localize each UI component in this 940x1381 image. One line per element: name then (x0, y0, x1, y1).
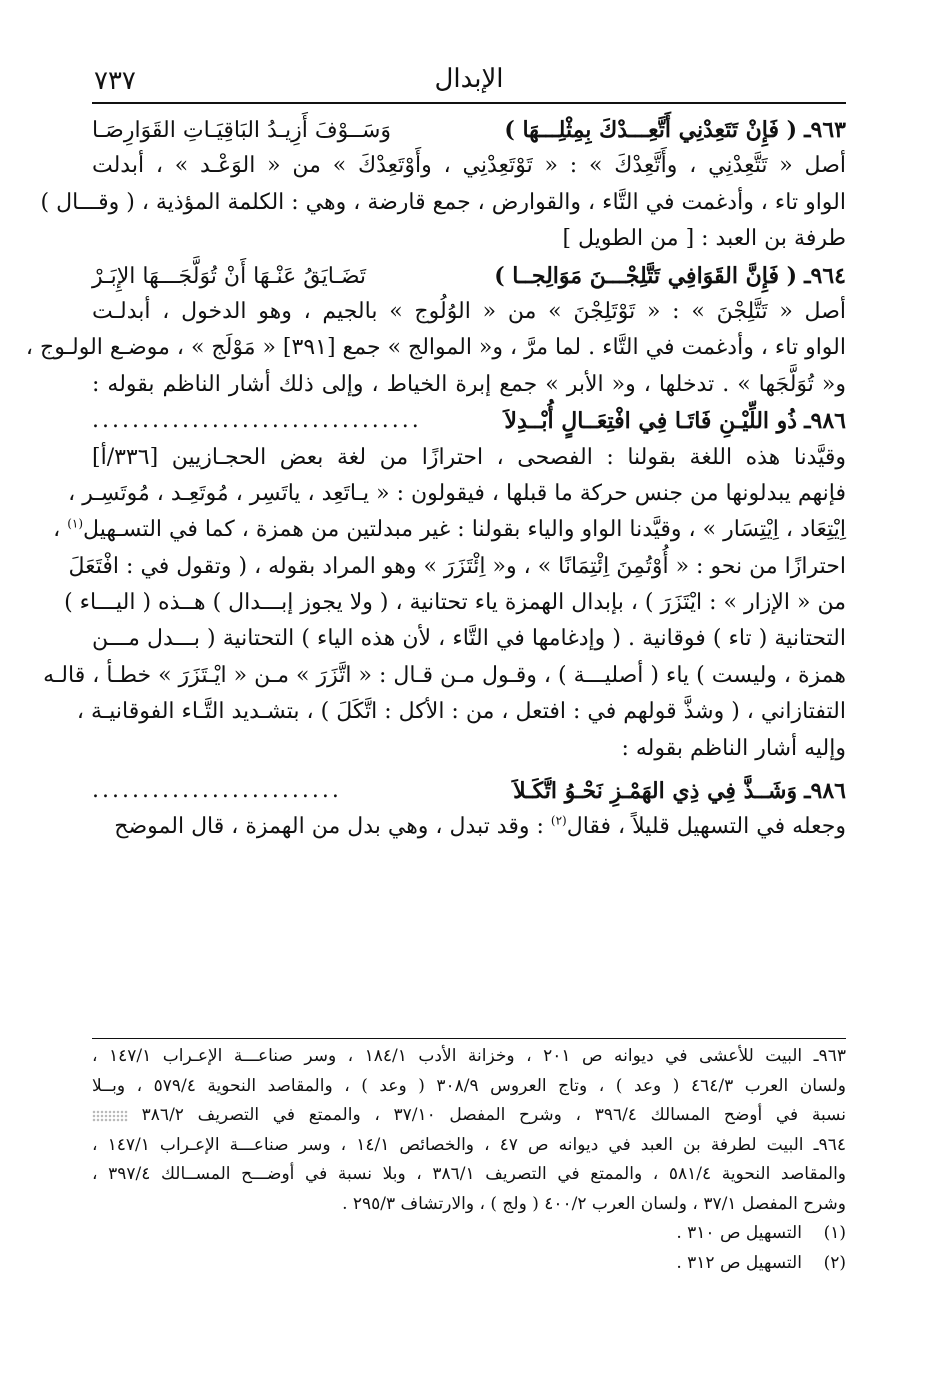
footnote-mark: (١) (823, 1223, 846, 1243)
footnote-ref[interactable]: (٢) (550, 814, 567, 829)
footnote-line: والمقاصد النحوية ٥٨١/٤ ، والممتع في التصريف ٣٨٦/١ ، وبلا نسبة في أوضـــح المســالك ٣٩٧/٤ ، (92, 1164, 847, 1184)
text-line: فإنهم يبدلونها من جنس حركة ما قبلها ، فيقولون : « يـاتَعِد ، ياتَسِر ، مُوتَعِـد ، مُوتَسِـر ، (68, 480, 846, 506)
verse-second-hemistich: تَضَـايَقُ عَنْـهَا أَنْ تُوَلَّجَـــهَا الإِبَـرْ (92, 263, 367, 289)
text-line: وقيَّدنا هذه اللغة بقولنا : الفصحى ، احترازًا من لغة بعض الحجـازيين [٣٣٦/أ] (92, 444, 846, 470)
footnote-text: نسبة في أوضح المسالك ٣٩٦/٤ ، وشرح المفصل ٣٧/١٠ ، والممتع في التصريف ٣٨٦/٢ (141, 1105, 846, 1125)
footnote-line (92, 1101, 846, 1131)
text-line: طرفة بن العبد : [ من الطويل ] (562, 226, 846, 252)
verse-963 (92, 112, 846, 148)
verse-number: ٩٨٦ـ (804, 408, 846, 435)
footnotes (92, 1042, 846, 1278)
footnote-divider (92, 1038, 846, 1039)
verse-dots: ......................... (92, 778, 342, 804)
footnote-text: التسهيل ص ٣١٢ . (676, 1252, 802, 1273)
footnote-text: التسهيل ص ٣١٠ . (676, 1223, 802, 1243)
text-line: التحتانية ( تاء ) فوقانية . ( وإدغامها في التَّاء ، لأن هذه الياء ) التحتانية ( بـــدل مـــن (92, 626, 846, 652)
verse-text: وَشَــذَّ فِي ذِي الهَمْـزِ نَحْـوُ اتَّكَـلاَ (513, 778, 798, 805)
footnote-line: ٩٦٤ـ البيت لطرفة بن العبد في ديوانه ص ٤٧ ، والخصائص ١٤/١ ، وسر صناعـــة الإعـراب ١٤٧/١ ، (92, 1134, 846, 1155)
ink-smudge (92, 1110, 128, 1122)
verse-dots: ................................. (92, 408, 422, 434)
page-number: ٧٣٧ (94, 66, 136, 96)
text-line: و« تُوَلَّجَها » . تدخلها ، و« الأبر » جمع إبرة الخياط ، وإلى ذلك أشار الناظم بقوله : (92, 371, 846, 397)
footnote-2 (92, 1249, 846, 1279)
verse-second-hemistich: وَسَــوْفَ أَزِيـدُ البَاقِيَـاتِ القَوَارِصَـا (92, 118, 391, 143)
verse-first-hemistich: ( فَإِنَّ القَوَافِي تَتَّلِجْـــنَ مَوَالِجــا ) (494, 262, 798, 289)
footnote-line: ولسان العرب ٤٦٤/٣ ( وعد ) ، وتاج العروس ٣٠٨/٩ ( وعد ) ، والمقاصد النحوية ٥٧٩/٤ ، وبــلا (92, 1075, 846, 1096)
footnote-line: وشرح المفصل ٣٧/١ ، ولسان العرب ٤٠٠/٢ ( ولج ) ، والارتشاف ٢٩٥/٣ . (342, 1193, 846, 1214)
text-line-with-footnote (92, 809, 846, 845)
text-line: من « الإزار » : ايْتَزَرَ ) ، بإبدال الهمزة ياء تحتانية ، ( ولا يجوز إبـــدال ) هــذه ( اليـــاء ) (64, 590, 846, 616)
footnote-mark: (٢) (823, 1252, 846, 1273)
verse-first-hemistich: ( فَإِنْ تَتَعِدْنِي أَتَّعِـــدْكَ بِمِثْلِـــهَا ) (504, 117, 798, 143)
verse-986-a (92, 403, 846, 439)
text-line-with-footnote: اِيْتِعَاد ، اِيْتِسَار » ، وقيَّدنا الواو والياء بقولنا : غير مبدلتين من همزة ، كما في التسـهيل$^{(١)}$ ، (53, 516, 846, 543)
verse-text: ذُو اللِّيْـنِ فَاتَـا فِي افْتِعَــالٍ أُبْــدِلاَ (504, 408, 798, 435)
main-text (25, 112, 846, 846)
text-line: أصل « تَتَّعِدْنِي ، وأَتَّعِدْكَ » : « تَوْتَعِدْنِي ، وأَوْتَعِدْكَ » من « الوَعْـد » ، أبدلت (92, 153, 846, 179)
verse-number: ٩٦٣ـ (804, 117, 846, 143)
text-line: همزة ، وليست ) ياء ( أصليـــة ) ، وقـول مـن قـال : « اتَّزَرَ » مـن « ايْـتَزَرَ » خطـأ ، قالـه (43, 662, 846, 688)
page-header (92, 58, 846, 104)
text-line: الواو تاء ، وأدغمت في التَّاء ، والقوارض ، جمع قارضة ، وهي : الكلمة المؤذية ، ( وقـــال ) (40, 189, 846, 215)
footnote-line: ٩٦٣ـ البيت للأعشى في ديوانه ص ٢٠١ ، وخزانة الأدب ١٨٤/١ ، وسر صناعـــة الإعـراب ١٤٧/١ ، (92, 1046, 846, 1066)
text-fragment: : وقد تبدل ، وهي بدل من الهمزة ، قال الموضح (114, 814, 551, 840)
verse-986-b (92, 773, 846, 809)
footnote-ref[interactable]: (١) (67, 516, 84, 531)
text-line: التفتازاني ، ( وشذَّ قولهم في : افتعل ، من : الأكل : اتَّكَلَ ) ، بتشـديد التَّـاء الفوقانيـة ، (76, 699, 846, 725)
verse-number: ٩٨٦ـ (804, 778, 846, 805)
text-line: أصل « تَتَّلِجْنَ » : « تَوْتَلِجْنَ » من « الوُلُوج » بالجيم ، وهو الدخول ، أبدلـت (92, 298, 846, 324)
text-line: احترازًا من نحو : « أُوْتُمِنَ اِئْتِمَانًا » ، و« اِئْتَزَرَ » وهو المراد بقوله ، ( وتقول في : افْتَعَلَ (68, 553, 846, 579)
footnote-1 (92, 1219, 846, 1249)
text-fragment: اِيْتِعَاد ، اِيْتِسَار » ، وقيَّدنا الواو والياء بقولنا : غير مبدلتين من همزة ، كما في التسـهيل (83, 517, 846, 543)
text-fragment: وجعله في التسهيل قليلاً ، فقال (566, 814, 846, 840)
verse-964 (92, 258, 846, 294)
text-line: الواو تاء ، وأدغمت في التَّاء . لما مرَّ ، و« الموالج » جمع [٣٩١] « مَوْلَج » ، موضـع الولـوج ، (25, 335, 846, 361)
text-line: وإليه أشار الناظم بقوله : (621, 735, 846, 761)
running-title: الإبدال (434, 64, 504, 94)
verse-number: ٩٦٤ـ (804, 262, 846, 289)
